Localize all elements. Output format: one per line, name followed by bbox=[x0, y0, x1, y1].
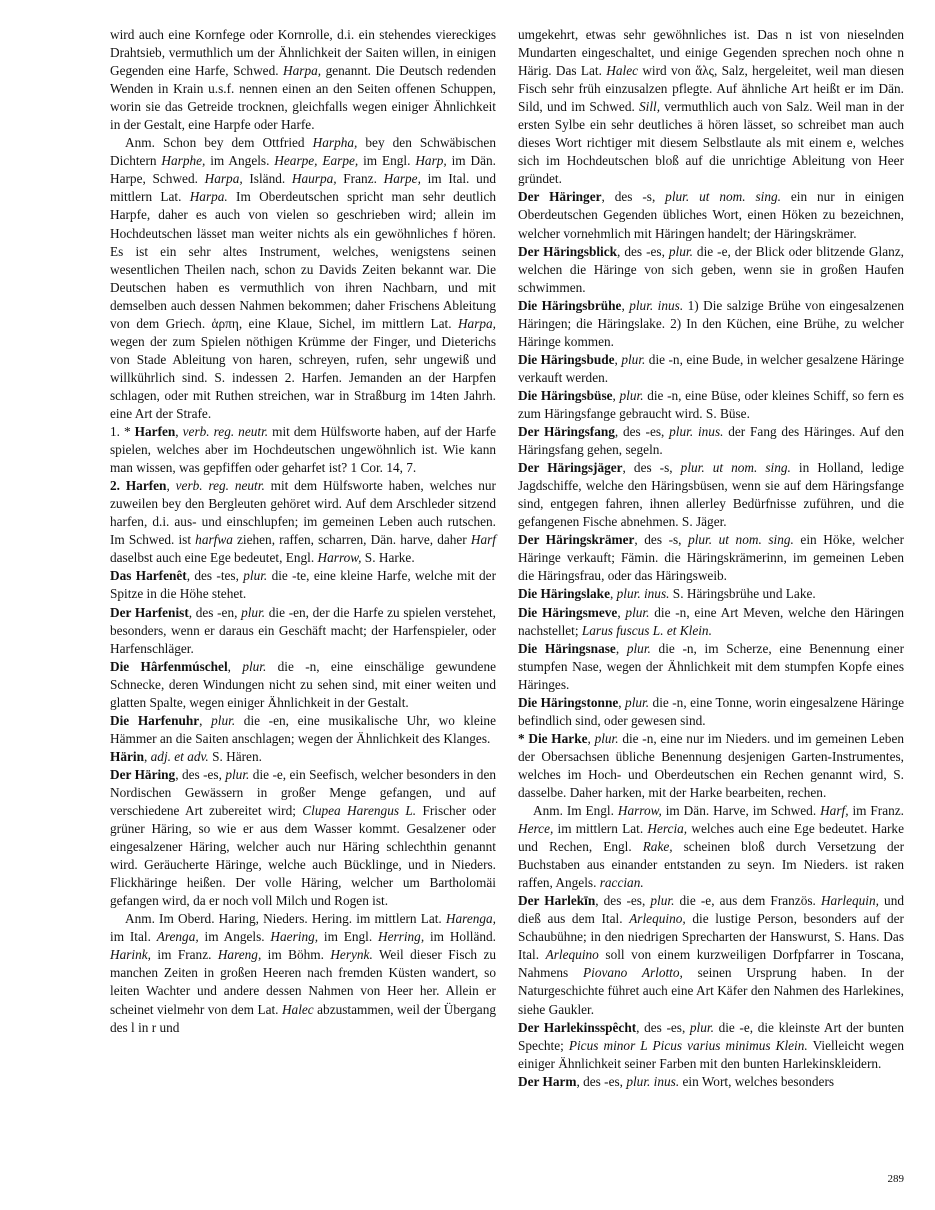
entry-text: mit dem Hülfsworte haben, welches nur zuweilen bey den Bergleuten gehöret wird. Auf dem Arschleder sitzend harfen, d.i. aus- und einschlupfen; im gemeinen Leben auch rutschen. Im Schwed. ist bbox=[110, 478, 496, 548]
italic-text: Clupea Harengus L. bbox=[302, 803, 417, 819]
italic-text: plur. bbox=[626, 640, 651, 656]
entry-text: , des -es, bbox=[617, 243, 669, 259]
italic-text: plur. inus. bbox=[669, 424, 724, 440]
entry-text: seinen Ursprung haben. In der Naturgeschichte führet auch eine Art Käfer den Nahmen des Harlekines, siehe Gaukler. bbox=[518, 965, 904, 1017]
italic-text: Hercia, bbox=[647, 821, 688, 837]
entry-text: die -e, aus dem Französ. bbox=[674, 893, 821, 909]
entry-text: Vielleicht wegen einiger Ähnlichkeit seiner Farben mit den bunten Harlekinskleidern. bbox=[518, 1037, 904, 1071]
headword: Der Häring bbox=[110, 766, 176, 782]
entry-text: , des -s, bbox=[601, 189, 666, 205]
entry-text: abzustammen, weil der Übergang des l in r und bbox=[110, 1001, 496, 1035]
entry-text: die -n, eine Bude, in welcher gesalzene Häringe verkauft werden. bbox=[518, 351, 905, 385]
italic-text: Harink, bbox=[110, 947, 151, 963]
entry-text: ein Wort, welches besonders bbox=[679, 1073, 835, 1089]
entry-text: die -n, eine Büse, oder kleines Schiff, so fern es zum Häringsfange gebraucht wird. S. Büse. bbox=[518, 387, 904, 421]
italic-text: Harpa. bbox=[189, 189, 228, 205]
entry-text: im Dän. Harve, im Schwed. bbox=[661, 803, 821, 819]
italic-text: Arlequino, bbox=[629, 911, 686, 927]
entry-text: im Engl. bbox=[358, 153, 416, 169]
italic-text: Picus minor L Picus varius minimus Klein. bbox=[568, 1037, 808, 1053]
italic-text: Sill, bbox=[639, 99, 661, 115]
left-column bbox=[110, 26, 496, 1037]
entry-text: bey den Schwäbischen Dichtern bbox=[110, 135, 496, 169]
headword: Die Häringsbüse bbox=[518, 387, 613, 403]
entry-text: die -n, im Scherze, eine Benennung einer stumpfen Nase, wegen der Ähnlichkeit mit dem stumpfen Kopfe eines Häringes. bbox=[518, 640, 905, 692]
entry-text: die -n, eine Tonne, worin eingesalzene Häringe befindlich sind, oder gewesen sind. bbox=[518, 694, 905, 728]
entry-text: im Dän. Harpe, Schwed. bbox=[110, 153, 496, 187]
italic-text: Harp, bbox=[415, 153, 447, 169]
italic-text: Hearpe, Earpe, bbox=[274, 153, 359, 169]
italic-text: Rake, bbox=[642, 839, 673, 855]
italic-text: Harpa, bbox=[204, 171, 243, 187]
headword: Der Harm bbox=[518, 1073, 577, 1089]
italic-text: adj. et adv. bbox=[150, 748, 209, 764]
dictionary-entry bbox=[518, 423, 904, 459]
entry-text: im Ital. bbox=[110, 929, 157, 945]
italic-text: plur. bbox=[650, 893, 675, 909]
dictionary-entry bbox=[110, 567, 496, 603]
dictionary-entry bbox=[110, 604, 496, 658]
italic-text: plur. bbox=[242, 658, 267, 674]
dictionary-entry bbox=[518, 188, 904, 242]
headword: Der Häringsfang bbox=[518, 424, 615, 440]
entry-text: Im Oberdeutschen spricht man sehr deutlich Harpfe, daher es auch von vielen so geschrieben wird; allein im Hochdeutschen lässet man weiter nichts als ein gewöhnliches f hören. Es ist ein sehr altes Instrument, welches, wenigstens seinen wesentlichen Theilen nach, schon zu Davids Zeiten bekannt war. Die Deutschen haben es vermuthlich von ihren Nachbarn, und mit demselben auch dessen Nahmen bekommen; daher Frischens Ableitung von dem Griech. ἁρπη, eine Klaue, Sichel, im mittlern Lat. bbox=[110, 189, 496, 331]
entry-text: , bbox=[199, 712, 212, 728]
entry-text: wegen der zum Spielen nöthigen Krümme der Finger, und Dieterichs von Stade Ableitung von haren, schreyen, rufen, sehr ungewiß und willkührlich sind. S. indessen 2. Harfen. Jemanden an der Harpfen schlagen, oder mit Ruthen streichen, war in Straßburg im 14ten Jahrh. eine Art der Strafe. bbox=[110, 333, 496, 421]
dictionary-entry bbox=[518, 459, 904, 531]
headword: Der Häringsjäger bbox=[518, 460, 623, 476]
entry-text: , des -es, bbox=[614, 424, 670, 440]
italic-text: Hareng, bbox=[217, 947, 262, 963]
entry-text: , bbox=[615, 640, 627, 656]
italic-text: Arlequino bbox=[545, 947, 599, 963]
entry-text: im Franz. bbox=[151, 947, 218, 963]
headword: Die Häringslake bbox=[518, 586, 610, 602]
dictionary-entry bbox=[518, 351, 904, 387]
dictionary-entry bbox=[110, 910, 496, 1036]
entry-text: die lustige Person, besonders auf der Schaubühne; in den niedrigen Sprecharten der Hanswurst, S. Hans. Das Ital. bbox=[518, 911, 904, 963]
dictionary-entry bbox=[110, 658, 496, 712]
italic-text: Halec bbox=[281, 1001, 314, 1017]
italic-text: plur. bbox=[619, 387, 644, 403]
dictionary-entry bbox=[110, 748, 496, 766]
headword: Der Häringskrämer bbox=[518, 532, 635, 548]
entry-text: , des -es, bbox=[636, 1019, 690, 1035]
headword: Der Häringer bbox=[518, 189, 602, 205]
dictionary-entry bbox=[518, 297, 904, 351]
headword: Die Häringsbude bbox=[518, 351, 615, 367]
entry-text: Weil dieser Fisch zu manchen Zeiten in großen Heeren nach fremden Küsten wandert, so leiten Wachter und andere dessen Nahmen von Heer her. Allein er scheinet vielmehr von dem Lat. bbox=[110, 947, 497, 1017]
headword: Die Häringstonne bbox=[518, 694, 619, 710]
entry-text: im Holländ. bbox=[424, 929, 496, 945]
dictionary-entry bbox=[110, 26, 496, 134]
entry-text: , des -tes, bbox=[186, 568, 244, 584]
dictionary-entry bbox=[518, 531, 904, 585]
italic-text: Haurpa, bbox=[291, 171, 337, 187]
italic-text: plur. ut nom. sing. bbox=[665, 189, 781, 205]
entry-text: , des -es, bbox=[576, 1073, 627, 1089]
entry-text: im mittlern Lat. bbox=[553, 821, 648, 837]
dictionary-entry bbox=[110, 134, 496, 423]
italic-text: Piovano Arlotto, bbox=[583, 965, 683, 981]
entry-text: S. Häringsbrühe und Lake. bbox=[669, 586, 816, 602]
italic-text: plur. inus. bbox=[629, 297, 684, 313]
entry-text: , bbox=[614, 351, 622, 367]
entry-text: daselbst auch eine Ege bedeutet, Engl. bbox=[110, 550, 318, 566]
italic-text: plur. bbox=[668, 243, 693, 259]
dictionary-entry bbox=[518, 694, 904, 730]
entry-text: die -n, eine nur im Nieders. und im gemeinen Leben der Obersachsen übliche Benennung desjenigen Garten-Instrumentes, welches im Hoch- und Oberdeutschen ein Rechen genannt wird, S. dasselbe. Daher harken, mit der Harke bearbeiten, rechen. bbox=[518, 730, 904, 800]
entry-text: , bbox=[609, 586, 617, 602]
entry-text: die -en, der die Harfe zu spielen verstehet, besonders, wenn er daraus ein Geschäft macht; der Harfenspieler, oder Harfenschläger. bbox=[110, 604, 496, 656]
italic-text: Harrow, bbox=[617, 803, 662, 819]
italic-text: Herynk. bbox=[330, 947, 373, 963]
headword: Der Harlekīn bbox=[518, 893, 596, 909]
entry-text: im Böhm. bbox=[261, 947, 331, 963]
entry-text: Isländ. bbox=[242, 171, 292, 187]
italic-text: Larus fuscus L. et Klein. bbox=[581, 622, 712, 638]
entry-text: die -n, eine Art Meven, welche den Häringen nachstellet; bbox=[518, 604, 905, 638]
dictionary-entry bbox=[518, 640, 904, 694]
dictionary-entry bbox=[518, 1019, 904, 1073]
entry-text: Franz. bbox=[336, 171, 384, 187]
headword: Der Harlekinsspêcht bbox=[518, 1019, 637, 1035]
dictionary-entry bbox=[518, 585, 904, 603]
italic-text: plur. bbox=[625, 604, 650, 620]
italic-text: Haering, bbox=[270, 929, 319, 945]
headword: 2. Harfen bbox=[110, 478, 167, 494]
dictionary-entry bbox=[518, 802, 904, 892]
entry-text: S. Harke. bbox=[361, 550, 415, 566]
entry-text: mit dem Hülfsworte haben, auf der Harfe spielen, welches aber im Hochdeutschen ungewöhnlich ist. Wie kann man wissen, was gepfiffen oder geharfet ist? 1 Cor. 14, 7. bbox=[110, 424, 496, 476]
italic-text: plur. bbox=[594, 730, 619, 746]
entry-text: , des -es, bbox=[175, 766, 226, 782]
italic-text: plur. bbox=[689, 1019, 714, 1035]
headword: Die Häringsbrühe bbox=[518, 297, 622, 313]
headword: Die Hârfenmúschel bbox=[110, 658, 228, 674]
entry-text: Frischer oder grüner Häring, so wie er aus dem Wasser kommt. Gesalzener oder eingesalzener Häring, welcher auch nur Häring schlechthin genannt wird. Geräucherte Häringe, welche auch Bücklinge, und in Nieders. Flickhäringe heißen. Der volle Häring, welcher um Bartholomäi gefangen wird, da er noch voll Milch und Rogen ist. bbox=[110, 803, 496, 909]
entry-text: ziehen, raffen, scharren, Dän. harve, daher bbox=[232, 532, 471, 548]
entry-text: vermuthlich auch von Salz. Weil man in der ersten Sylbe ein sehr deutliches ä hören lässet, so schreibet man auch dieses Wort richtiger mit diesem Selbstlaute als mit einem e, welches sich im Hochdeutschen bloß auf die unrichtige Ableitung von Heer gründet. bbox=[518, 99, 904, 187]
entry-text: , bbox=[166, 478, 176, 494]
entry-text: scheinen bloß durch Versetzung der Buchstaben aus einander entstanden zu seyn. Im Nieders. ist raken raffen, Angels. bbox=[518, 839, 904, 891]
entry-text: genannt. Die Deutsch redenden Wenden in Krain u.s.f. nennen einen an den Seiten offenen Schuppen, worin sie das Getreide trocknen, gleichfalls wegen einiger Ähnlichkeit in der Gestalt, eine Harpfe oder Harfe. bbox=[110, 63, 496, 133]
entry-text: die -e, der Blick oder blitzende Glanz, welchen die Häringe von sich geben, wenn sie in großen Haufen schwimmen. bbox=[518, 243, 904, 295]
entry-text: wird von ἅλς, Salz, hergeleitet, weil man diesen Fisch sehr früh einzusalzen pflegte. Auf ähnliche Art heißt er im Dän. Sild, und im Schwed. bbox=[518, 63, 904, 115]
entry-text: im Engl. bbox=[318, 929, 378, 945]
headword: * Die Harke bbox=[518, 730, 588, 746]
italic-text: Harpe, bbox=[383, 171, 421, 187]
entry-text: im Angels. bbox=[198, 929, 271, 945]
italic-text: Harrow, bbox=[317, 550, 362, 566]
page-number: 289 bbox=[887, 1173, 904, 1185]
entry-text: wird auch eine Kornfege oder Kornrolle, d.i. ein stehendes viereckiges Drahtsieb, vermuthlich um der Ähnlichkeit der Saiten willen, in einigen Gegenden eine Harfe, Schwed. bbox=[110, 27, 496, 79]
entry-text: ein Höke, welcher Häringe verkauft; Fämin. die Häringskrämerinn, im gemeinen Leben die Häringsfrau, oder das Häringsweib. bbox=[518, 532, 905, 584]
entry-text: , des -s, bbox=[622, 460, 681, 476]
italic-text: plur. inus. bbox=[616, 586, 670, 602]
entry-text: Anm. Im Engl. bbox=[533, 803, 618, 819]
italic-text: Harpa, bbox=[457, 315, 496, 331]
italic-text: plur. bbox=[211, 712, 236, 728]
italic-text: Herce, bbox=[518, 821, 554, 837]
italic-text: plur. bbox=[243, 568, 268, 584]
italic-text: plur. ut nom. sing. bbox=[680, 460, 791, 476]
entry-text: Anm. Schon bey dem Ottfried bbox=[125, 135, 313, 151]
dictionary-entry bbox=[518, 26, 904, 188]
headword: Der Häringsblick bbox=[518, 243, 618, 259]
italic-text: Harenga, bbox=[445, 911, 496, 927]
entry-text: die -e, die kleinste Art der bunten Spechte; bbox=[518, 1019, 904, 1053]
italic-text: Harf bbox=[470, 532, 496, 548]
entry-text: die -en, eine musikalische Uhr, wo kleine Hämmer an die Saiten anschlagen; wegen der Ähnlichkeit des Klanges. bbox=[110, 712, 496, 746]
dictionary-entry bbox=[518, 243, 904, 297]
dictionary-entry bbox=[518, 892, 904, 1018]
dictionary-entry bbox=[110, 712, 496, 748]
entry-text: , bbox=[617, 604, 626, 620]
dictionary-entry bbox=[110, 423, 496, 477]
headword: Der Harfenist bbox=[110, 604, 189, 620]
entry-text: im Franz. bbox=[848, 803, 904, 819]
headword: Die Harfenuhr bbox=[110, 712, 200, 728]
dictionary-entry bbox=[518, 1073, 904, 1091]
right-column bbox=[518, 26, 904, 1091]
entry-text: , bbox=[618, 694, 626, 710]
dictionary-entry bbox=[110, 477, 496, 567]
headword: Die Häringsmeve bbox=[518, 604, 618, 620]
italic-text: Harlequin, bbox=[820, 893, 879, 909]
italic-text: plur. bbox=[621, 351, 646, 367]
italic-text: Harpha, bbox=[312, 135, 358, 151]
entry-text: , bbox=[175, 424, 183, 440]
headword: Harfen bbox=[134, 424, 176, 440]
italic-text: verb. reg. neutr. bbox=[182, 424, 269, 440]
italic-text: Harphe, bbox=[161, 153, 206, 169]
italic-text: plur. inus. bbox=[626, 1073, 680, 1089]
entry-text: S. Hären. bbox=[208, 748, 262, 764]
entry-text: ein nur in einigen Oberdeutschen Gegenden übliches Wort, einen Höken zu bezeichnen, welcher vornehmlich mit Häringen handelt; der Häringskrämer. bbox=[518, 189, 904, 241]
italic-text: Herring, bbox=[377, 929, 425, 945]
italic-text: Harf, bbox=[820, 803, 849, 819]
entry-text: die -te, eine kleine Harfe, welche mit der Spitze in die Höhe stehet. bbox=[110, 568, 496, 602]
italic-text: verb. reg. neutr. bbox=[175, 478, 265, 494]
entry-text: soll von einem kurzweiligen Dorfpfarrer in Toscana, Nahmens bbox=[518, 947, 904, 981]
entry-text: , bbox=[621, 297, 630, 313]
italic-text: plur. bbox=[241, 604, 266, 620]
entry-text: , bbox=[143, 748, 151, 764]
italic-text: raccian. bbox=[599, 875, 644, 891]
entry-text: in Holland, ledige Jagdschiffe, welche den Häringsbüsen, wenn sie auf dem Häringsfange sind, entgegen fahren, ihnen allerley Bedürfnisse zuführen, und die gefangenen Fische abnehmen. S. Jäger. bbox=[518, 460, 905, 530]
entry-text: im Ital. und mittlern Lat. bbox=[110, 171, 497, 205]
headword: Härin bbox=[110, 748, 144, 764]
entry-text: , bbox=[227, 658, 243, 674]
dictionary-entry bbox=[518, 387, 904, 423]
italic-text: plur. bbox=[625, 694, 650, 710]
italic-text: Halec bbox=[606, 63, 639, 79]
italic-text: plur. bbox=[225, 766, 250, 782]
entry-text: und dieß aus dem Ital. bbox=[518, 893, 904, 927]
entry-text: , des -en, bbox=[188, 604, 242, 620]
entry-text: 1. * bbox=[110, 424, 135, 440]
entry-text: , des -es, bbox=[595, 893, 651, 909]
entry-text: die -n, eine einschälige gewundene Schnecke, deren Windungen nicht zu sehen sind, mit einer weiten und glatten Spalte, wegen einiger Ähnlichkeit in der Gestalt. bbox=[110, 658, 497, 710]
entry-text: umgekehrt, etwas sehr gewöhnliches ist. Das n ist von nieselnden Mundarten eingeschaltet, und einige Gegenden sprechen noch ohne n Härig. Das Lat. bbox=[518, 27, 904, 79]
dictionary-entry bbox=[110, 766, 496, 910]
entry-text: , des -s, bbox=[634, 532, 689, 548]
dictionary-entry bbox=[518, 604, 904, 640]
entry-text: 1) Die salzige Brühe von eingesalzenen Häringen; die Häringslake. 2) In den Küchen, eine Brühe, zu welcher Häringe kommen. bbox=[518, 297, 904, 349]
italic-text: plur. ut nom. sing. bbox=[688, 532, 794, 548]
entry-text: welches auch eine Ege bedeutet. Harke und Rechen, Engl. bbox=[518, 821, 904, 855]
entry-text: der Fang des Häringes. Auf den Häringsfang gehen, segeln. bbox=[518, 424, 904, 458]
entry-text: die -e, ein Seefisch, welcher besonders in den Nordischen Gewässern in großer Menge gefangen, und auf verschiedene Art zubereitet wird; bbox=[110, 766, 496, 819]
italic-text: Harpa, bbox=[283, 63, 322, 79]
dictionary-entry bbox=[518, 730, 904, 802]
italic-text: Arenga, bbox=[156, 929, 199, 945]
entry-text: Anm. Im Oberd. Haring, Nieders. Hering. im mittlern Lat. bbox=[125, 911, 446, 927]
entry-text: , bbox=[612, 387, 620, 403]
italic-text: harfwa bbox=[195, 532, 233, 548]
headword: Die Häringsnase bbox=[518, 640, 616, 656]
entry-text: , bbox=[587, 730, 595, 746]
entry-text: im Angels. bbox=[205, 153, 275, 169]
headword: Das Harfenêt bbox=[110, 568, 187, 584]
